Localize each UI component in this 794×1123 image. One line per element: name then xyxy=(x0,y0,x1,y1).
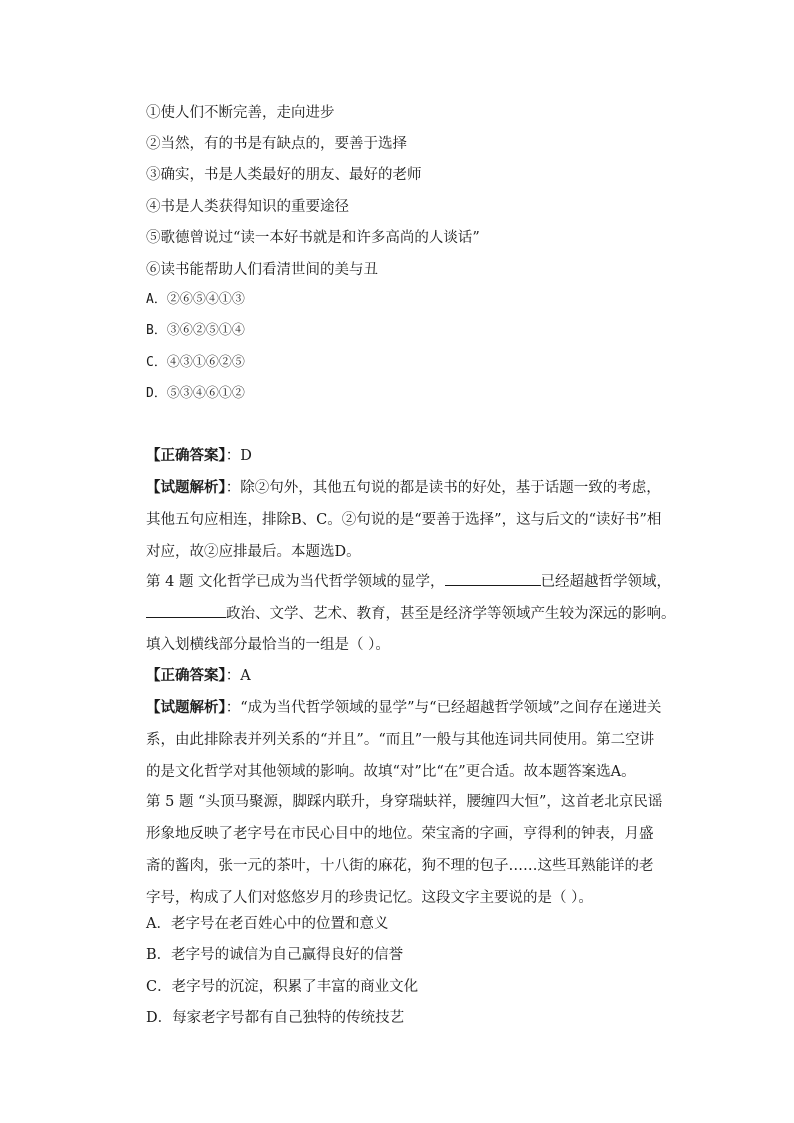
q3-sentence-1: ①使人们不断完善，走向进步 xyxy=(146,105,335,121)
answer-value: ：A xyxy=(225,668,251,684)
q3-sentence-6: ⑥读书能帮助人们看清世间的美与丑 xyxy=(146,262,378,278)
q4-stem-part-c: 政治、文学、艺术、教育，甚至是经济学等领域产生较为深远的影响。 xyxy=(226,606,676,622)
q3-sentence-2: ②当然，有的书是有缺点的，要善于选择 xyxy=(146,136,407,152)
q5-option-b: B．老字号的诚信为自己赢得良好的信誉 xyxy=(146,947,404,963)
q3-option-c: C．④③①⑥②⑤ xyxy=(146,355,245,370)
q3-analysis xyxy=(146,472,666,568)
q3-sentence-4: ④书是人类获得知识的重要途径 xyxy=(146,199,349,215)
analysis-label: 【试题解析】 xyxy=(146,699,226,716)
answer-label: 【正确答案】 xyxy=(146,447,226,464)
q4-answer xyxy=(146,666,251,686)
q4-stem xyxy=(146,566,702,630)
q4-analysis xyxy=(146,692,666,788)
q5-option-a: A．老字号在老百姓心中的位置和意义 xyxy=(146,916,389,932)
answer-value: ：D xyxy=(225,448,252,464)
answer-label: 【正确答案】 xyxy=(146,667,226,684)
analysis-text: ：除②句外，其他五句说的都是读书的好处，基于话题一致的考虑，其他五句应相连，排除B、C。②句说的是“要善于选择”，这与后文的“读好书”相对应，故②应排最后。本题选D。 xyxy=(146,480,662,560)
q3-answer xyxy=(146,446,252,466)
q3-sentence-5: ⑤歌德曾说过“读一本好书就是和许多高尚的人谈话” xyxy=(146,230,480,246)
analysis-label: 【试题解析】 xyxy=(146,479,226,496)
q4-stem-part-b: 已经超越哲学领域， xyxy=(540,574,672,590)
q4-stem-part-a: 第 4 题 文化哲学已成为当代哲学领域的显学， xyxy=(146,574,445,590)
q4-blank-2 xyxy=(146,601,226,618)
q4-prompt: 填入划横线部分最恰当的一组是（ ）。 xyxy=(146,637,390,653)
q4-blank-1 xyxy=(445,569,541,586)
q3-option-d: D．⑤③④⑥①② xyxy=(146,386,245,401)
q3-option-b: B．③⑥②⑤①④ xyxy=(146,323,245,338)
q3-option-a: A．②⑥⑤④①③ xyxy=(146,292,245,307)
q5-stem: 第 5 题 “头顶马聚源，脚踩内联升，身穿瑞蚨祥，腰缠四大恒”，这首老北京民谣形象地反映了老字号在市民心目中的地位。荣宝斋的字画，亨得利的钟表，月盛斋的酱肉，张一元的茶叶，十八街的麻花，狗不理的包子……这些耳熟能详的老字号，构成了人们对悠悠岁月的珍贵记忆。这段文字主要说的是（ ）。 xyxy=(146,794,663,906)
q5-option-d: D．每家老字号都有自己独特的传统技艺 xyxy=(146,1010,405,1026)
q3-sentence-3: ③确实，书是人类最好的朋友、最好的老师 xyxy=(146,167,422,183)
q5-option-c: C．老字号的沉淀，积累了丰富的商业文化 xyxy=(146,979,419,995)
analysis-text: ：“成为当代哲学领域的显学”与“已经超越哲学领域”之间存在递进关系，由此排除表并列关系的“并且”。“而且”一般与其他连词共同使用。第二空讲的是文化哲学对其他领域的影响。故填“对”比“在”更合适。故本题答案选A。 xyxy=(146,700,662,780)
